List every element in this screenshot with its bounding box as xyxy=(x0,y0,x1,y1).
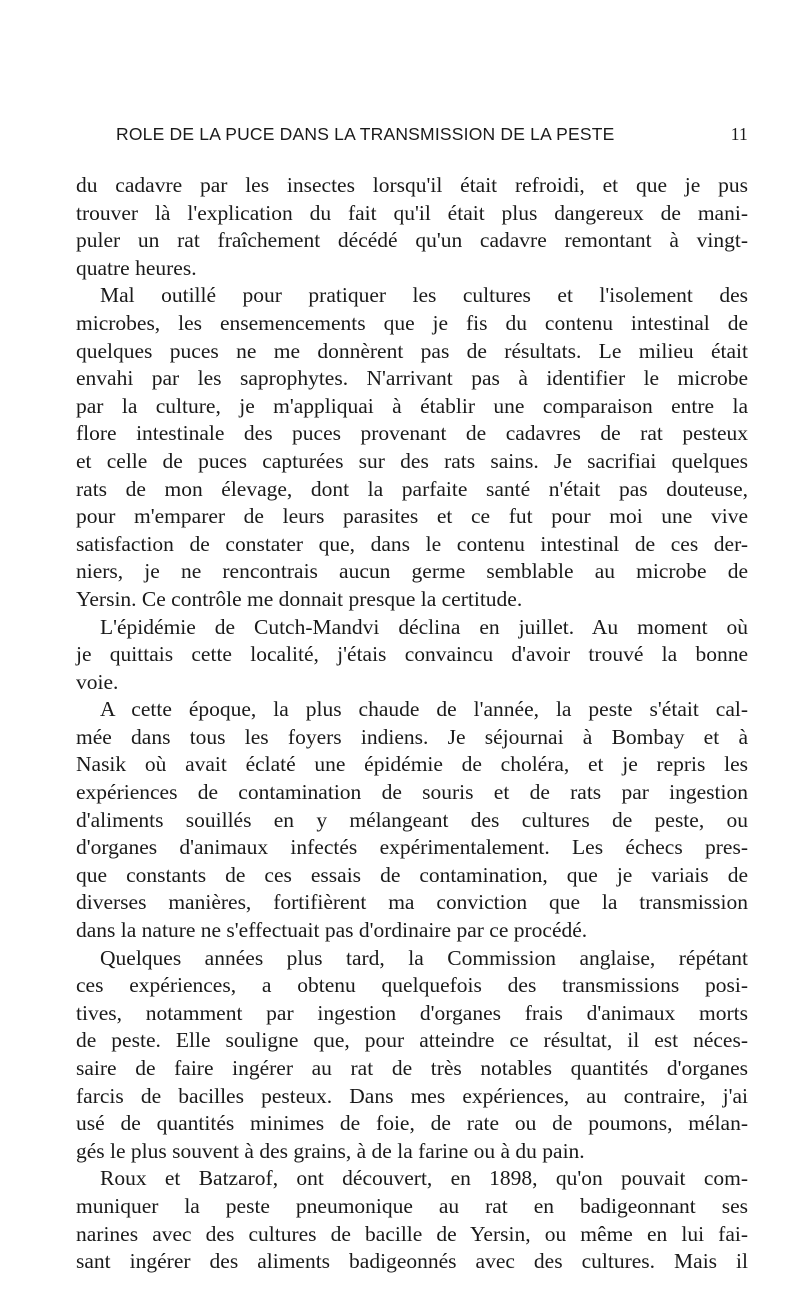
text-line: sant ingérer des aliments badigeonnés avec des cultures. Mais il xyxy=(76,1249,748,1274)
text-line: Mal outillé pour pratiquer les cultures et l'isolement des xyxy=(100,283,748,308)
text-line: quatre heures. xyxy=(76,255,197,280)
text-line: et celle de puces capturées sur des rats sains. Je sacrifiai quelques xyxy=(76,448,748,473)
text-line: que constants de ces essais de contamination, que je variais de xyxy=(76,862,748,887)
text-line: mée dans tous les foyers indiens. Je séjournai à Bombay et à xyxy=(76,724,748,749)
text-line: par la culture, je m'appliquai à établir une comparaison entre la xyxy=(76,393,748,418)
text-line: usé de quantités minimes de foie, de rate ou de poumons, mélan- xyxy=(76,1111,748,1136)
page xyxy=(76,124,748,1276)
body-text xyxy=(76,172,748,1276)
text-line: A cette époque, la plus chaude de l'année, la peste s'était cal- xyxy=(100,697,748,722)
text-line: farcis de bacilles pesteux. Dans mes expériences, au contraire, j'ai xyxy=(76,1083,748,1108)
text-line: voie. xyxy=(76,669,119,694)
text-line: niers, je ne rencontrais aucun germe semblable au microbe de xyxy=(76,559,748,584)
text-line: du cadavre par les insectes lorsqu'il était refroidi, et que je pus xyxy=(76,173,748,197)
text-line: puler un rat fraîchement décédé qu'un cadavre remontant à vingt- xyxy=(76,228,748,253)
text-line: Roux et Batzarof, ont découvert, en 1898, qu'on pouvait com- xyxy=(100,1166,748,1191)
text-line: Nasik où avait éclaté une épidémie de choléra, et je repris les xyxy=(76,752,748,777)
text-line: trouver là l'explication du fait qu'il était plus dangereux de mani- xyxy=(76,200,748,225)
text-line: microbes, les ensemencements que je fis du contenu intestinal de xyxy=(76,310,748,335)
text-line: rats de mon élevage, dont la parfaite santé n'était pas douteuse, xyxy=(76,476,748,501)
running-header xyxy=(76,124,748,150)
text-line: diverses manières, fortifièrent ma conviction que la transmission xyxy=(76,890,748,915)
text-line: pour m'emparer de leurs parasites et ce fut pour moi une vive xyxy=(76,504,748,529)
text-line: satisfaction de constater que, dans le contenu intestinal de ces der- xyxy=(76,531,748,556)
text-line: gés le plus souvent à des grains, à de la farine ou à du pain. xyxy=(76,1138,585,1163)
text-line: L'épidémie de Cutch-Mandvi déclina en juillet. Au moment où xyxy=(100,614,748,639)
text-line: expériences de contamination de souris et de rats par ingestion xyxy=(76,780,748,805)
page-number: 11 xyxy=(730,124,748,144)
text-line: ces expériences, a obtenu quelquefois des transmissions posi- xyxy=(76,973,748,998)
text-line: envahi par les saprophytes. N'arrivant pas à identifier le microbe xyxy=(76,366,748,391)
text-line: de peste. Elle souligne que, pour atteindre ce résultat, il est néces- xyxy=(76,1028,748,1053)
text-line: quelques puces ne me donnèrent pas de résultats. Le milieu était xyxy=(76,338,748,363)
running-title: ROLE DE LA PUCE DANS LA TRANSMISSION DE LA PESTE xyxy=(116,124,615,144)
text-line: narines avec des cultures de bacille de Yersin, ou même en lui fai- xyxy=(76,1221,748,1246)
text-line: d'organes d'animaux infectés expérimentalement. Les échecs pres- xyxy=(76,835,748,860)
text-line: je quittais cette localité, j'étais convaincu d'avoir trouvé la bonne xyxy=(76,642,748,667)
text-line: flore intestinale des puces provenant de cadavres de rat pesteux xyxy=(76,421,748,446)
text-line: muniquer la peste pneumonique au rat en badigeonnant ses xyxy=(76,1193,748,1218)
text-line: saire de faire ingérer au rat de très notables quantités d'organes xyxy=(76,1056,748,1080)
text-line: dans la nature ne s'effectuait pas d'ordinaire par ce procédé. xyxy=(76,918,588,943)
text-line: d'aliments souillés en y mélangeant des cultures de peste, ou xyxy=(76,807,748,832)
text-line: tives, notamment par ingestion d'organes frais d'animaux morts xyxy=(76,1000,748,1025)
text-line: Yersin. Ce contrôle me donnait presque la certitude. xyxy=(76,586,523,611)
text-line: Quelques années plus tard, la Commission anglaise, répétant xyxy=(100,945,748,970)
